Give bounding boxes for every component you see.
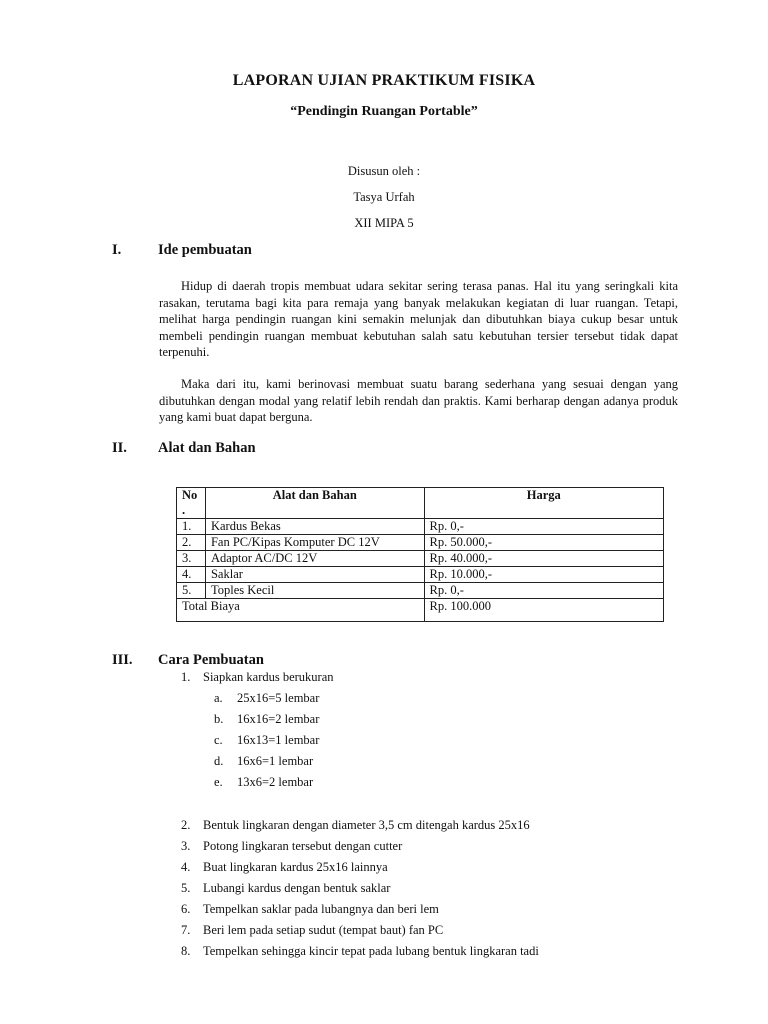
paragraph-2 — [159, 376, 678, 426]
document-subtitle: “Pendingin Ruangan Portable” — [290, 104, 478, 119]
list-item: 4. Buat lingkaran kardus 25x16 lainnya — [181, 860, 388, 874]
section-number: II. — [112, 440, 127, 456]
steps-list-start — [181, 670, 334, 691]
list-item: d. 16x6=1 lembar — [214, 754, 314, 768]
materials-table — [176, 487, 664, 622]
row-item: Kardus Bekas — [205, 519, 424, 535]
row-item: Fan PC/Kipas Komputer DC 12V — [205, 535, 424, 551]
list-item: 2. Bentuk lingkaran dengan diameter 3,5 cm ditengah kardus 25x16 — [181, 818, 530, 832]
section-title: Ide pembuatan — [158, 242, 252, 258]
section-title: Alat dan Bahan — [158, 440, 256, 456]
list-item: 8. Tempelkan sehingga kincir tepat pada lubang bentuk lingkaran tadi — [181, 944, 539, 958]
header-item: Alat dan Bahan — [205, 488, 424, 519]
table-total-row — [177, 599, 664, 622]
table-row — [177, 567, 664, 583]
list-item: a. 25x16=5 lembar — [214, 691, 320, 705]
row-no: 3. — [177, 551, 206, 567]
table-row — [177, 583, 664, 599]
row-price: Rp. 50.000,- — [424, 535, 663, 551]
steps-list — [181, 818, 539, 965]
list-item: 5. Lubangi kardus dengan bentuk saklar — [181, 881, 391, 895]
total-value: Rp. 100.000 — [424, 599, 663, 622]
row-price: Rp. 10.000,- — [424, 567, 663, 583]
section-number: III. — [112, 652, 133, 668]
row-price: Rp. 0,- — [424, 519, 663, 535]
row-no: 1. — [177, 519, 206, 535]
row-price: Rp. 0,- — [424, 583, 663, 599]
row-price: Rp. 40.000,- — [424, 551, 663, 567]
sub-steps-list — [214, 691, 319, 796]
list-item: 6. Tempelkan saklar pada lubangnya dan beri lem — [181, 902, 439, 916]
list-item: c. 16x13=1 lembar — [214, 733, 320, 747]
table-row — [177, 535, 664, 551]
row-item: Adaptor AC/DC 12V — [205, 551, 424, 567]
row-no: 5. — [177, 583, 206, 599]
author-label: Disusun oleh : — [347, 164, 421, 178]
header-no: No . — [177, 488, 206, 519]
row-item: Toples Kecil — [205, 583, 424, 599]
list-item: b. 16x16=2 lembar — [214, 712, 320, 726]
table-row — [177, 519, 664, 535]
row-no: 2. — [177, 535, 206, 551]
author-class: XII MIPA 5 — [354, 216, 414, 230]
list-item: 3. Potong lingkaran tersebut dengan cutter — [181, 839, 403, 853]
section-heading-2 — [112, 440, 256, 457]
list-item: 7. Beri lem pada setiap sudut (tempat baut) fan PC — [181, 923, 444, 937]
section-number: I. — [112, 242, 122, 258]
header-price: Harga — [424, 488, 663, 519]
section-heading-1 — [112, 242, 252, 259]
paragraph-1 — [159, 278, 678, 361]
section-title: Cara Pembuatan — [158, 652, 264, 668]
table-row — [177, 551, 664, 567]
document-title: LAPORAN UJIAN PRAKTIKUM FISIKA — [232, 72, 536, 89]
section-heading-3 — [112, 652, 264, 669]
row-no: 4. — [177, 567, 206, 583]
total-label: Total Biaya — [177, 599, 425, 622]
paragraph-text: Hidup di daerah tropis membuat udara sekitar sering terasa panas. Hal itu yang seringkali kita rasakan, terutama bagi kita para remaja yang banyak melakukan kegiatan di luar ruangan. Tetapi, melihat harga pendingin ruangan kini semakin melunjak dan dibutuhkan biaya cukup besar untuk membeli pendingin ruangan membuat kebutuhan salah satu kebutuhan tersier tersebut tidak dapat terpenuhi. — [159, 279, 678, 359]
list-item: 1. Siapkan kardus berukuran — [181, 670, 334, 684]
list-item: e. 13x6=2 lembar — [214, 775, 314, 789]
table-header-row — [177, 488, 664, 519]
row-item: Saklar — [205, 567, 424, 583]
paragraph-text: Maka dari itu, kami berinovasi membuat suatu barang sederhana yang sesuai dengan yang dibutuhkan dengan modal yang relatif lebih rendah dan praktis. Kami berharap dengan adanya produk yang kami buat dapat berguna. — [159, 377, 678, 424]
author-name: Tasya Urfah — [353, 190, 415, 204]
